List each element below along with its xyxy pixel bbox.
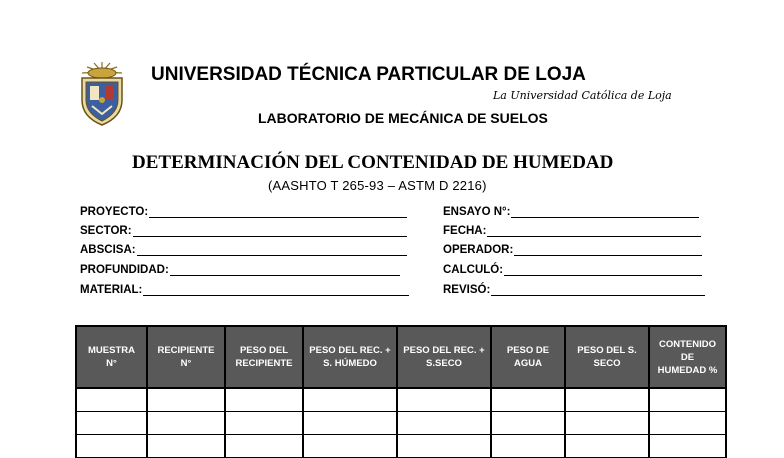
field-label: ABSCISA: — [80, 244, 136, 256]
field-line[interactable] — [514, 243, 702, 256]
header-contenido-humedad: CONTENIDO DE HUMEDAD % — [649, 326, 726, 388]
field-label: CALCULÓ: — [443, 264, 504, 276]
field-line[interactable] — [511, 205, 699, 218]
field-line[interactable] — [133, 224, 407, 237]
header-peso-rec-seco: PESO DEL REC. + S.SECO — [397, 326, 491, 388]
field-label: OPERADOR: — [443, 244, 514, 256]
field-material — [80, 280, 409, 296]
field-line[interactable] — [504, 263, 702, 276]
field-reviso — [443, 280, 705, 296]
table-cell[interactable] — [491, 388, 565, 412]
table-cell[interactable] — [147, 388, 225, 412]
table-cell[interactable] — [303, 435, 397, 458]
field-line[interactable] — [487, 224, 701, 237]
field-sector — [80, 221, 407, 237]
table-cell[interactable] — [147, 435, 225, 458]
field-label: FECHA: — [443, 225, 487, 237]
field-line[interactable] — [491, 283, 705, 296]
table-cell[interactable] — [303, 412, 397, 435]
field-ensayo — [443, 202, 699, 218]
table-cell[interactable] — [649, 412, 726, 435]
field-profundidad — [80, 260, 400, 276]
field-line[interactable] — [149, 205, 407, 218]
header-muestra: MUESTRA N° — [76, 326, 147, 388]
university-motto: La Universidad Católica de Loja — [493, 89, 672, 102]
table-row — [76, 412, 726, 435]
table-cell[interactable] — [397, 412, 491, 435]
table-cell[interactable] — [147, 412, 225, 435]
field-label: PROFUNDIDAD: — [80, 264, 169, 276]
field-line[interactable] — [143, 283, 409, 296]
table-cell[interactable] — [76, 412, 147, 435]
table-cell[interactable] — [225, 388, 303, 412]
field-operador — [443, 240, 702, 256]
document-standard: (AASHTO T 265-93 – ASTM D 2216) — [268, 178, 487, 193]
header-peso-rec-humedo: PESO DEL REC. + S. HÚMEDO — [303, 326, 397, 388]
table-cell[interactable] — [565, 388, 649, 412]
table-row — [76, 435, 726, 458]
field-label: ENSAYO N°: — [443, 206, 511, 218]
field-line[interactable] — [137, 243, 407, 256]
university-name: UNIVERSIDAD TÉCNICA PARTICULAR DE LOJA — [151, 64, 586, 85]
table-cell[interactable] — [397, 388, 491, 412]
table-cell[interactable] — [565, 435, 649, 458]
field-label: SECTOR: — [80, 225, 132, 237]
table-cell[interactable] — [491, 435, 565, 458]
table-cell[interactable] — [76, 435, 147, 458]
table-cell[interactable] — [491, 412, 565, 435]
table-header-row — [76, 326, 726, 388]
university-crest-icon — [76, 60, 128, 126]
table-cell[interactable] — [565, 412, 649, 435]
field-calculo — [443, 260, 702, 276]
field-label: PROYECTO: — [80, 206, 149, 218]
table-cell[interactable] — [76, 388, 147, 412]
table-row — [76, 388, 726, 412]
laboratory-name: LABORATORIO DE MECÁNICA DE SUELOS — [258, 110, 548, 126]
table-cell[interactable] — [397, 435, 491, 458]
field-fecha — [443, 221, 701, 237]
table-cell[interactable] — [303, 388, 397, 412]
header-peso-agua: PESO DE AGUA — [491, 326, 565, 388]
header-peso-seco: PESO DEL S. SECO — [565, 326, 649, 388]
header-peso-recipiente: PESO DEL RECIPIENTE — [225, 326, 303, 388]
moisture-table — [75, 325, 727, 458]
header-recipiente: RECIPIENTE N° — [147, 326, 225, 388]
table-cell[interactable] — [225, 412, 303, 435]
field-label: MATERIAL: — [80, 284, 143, 296]
field-line[interactable] — [170, 263, 400, 276]
table-cell[interactable] — [649, 435, 726, 458]
field-label: REVISÓ: — [443, 284, 491, 296]
table-cell[interactable] — [649, 388, 726, 412]
document-title: DETERMINACIÓN DEL CONTENIDAD DE HUMEDAD — [132, 152, 614, 173]
field-proyecto — [80, 202, 407, 218]
table-cell[interactable] — [225, 435, 303, 458]
field-abscisa — [80, 240, 407, 256]
